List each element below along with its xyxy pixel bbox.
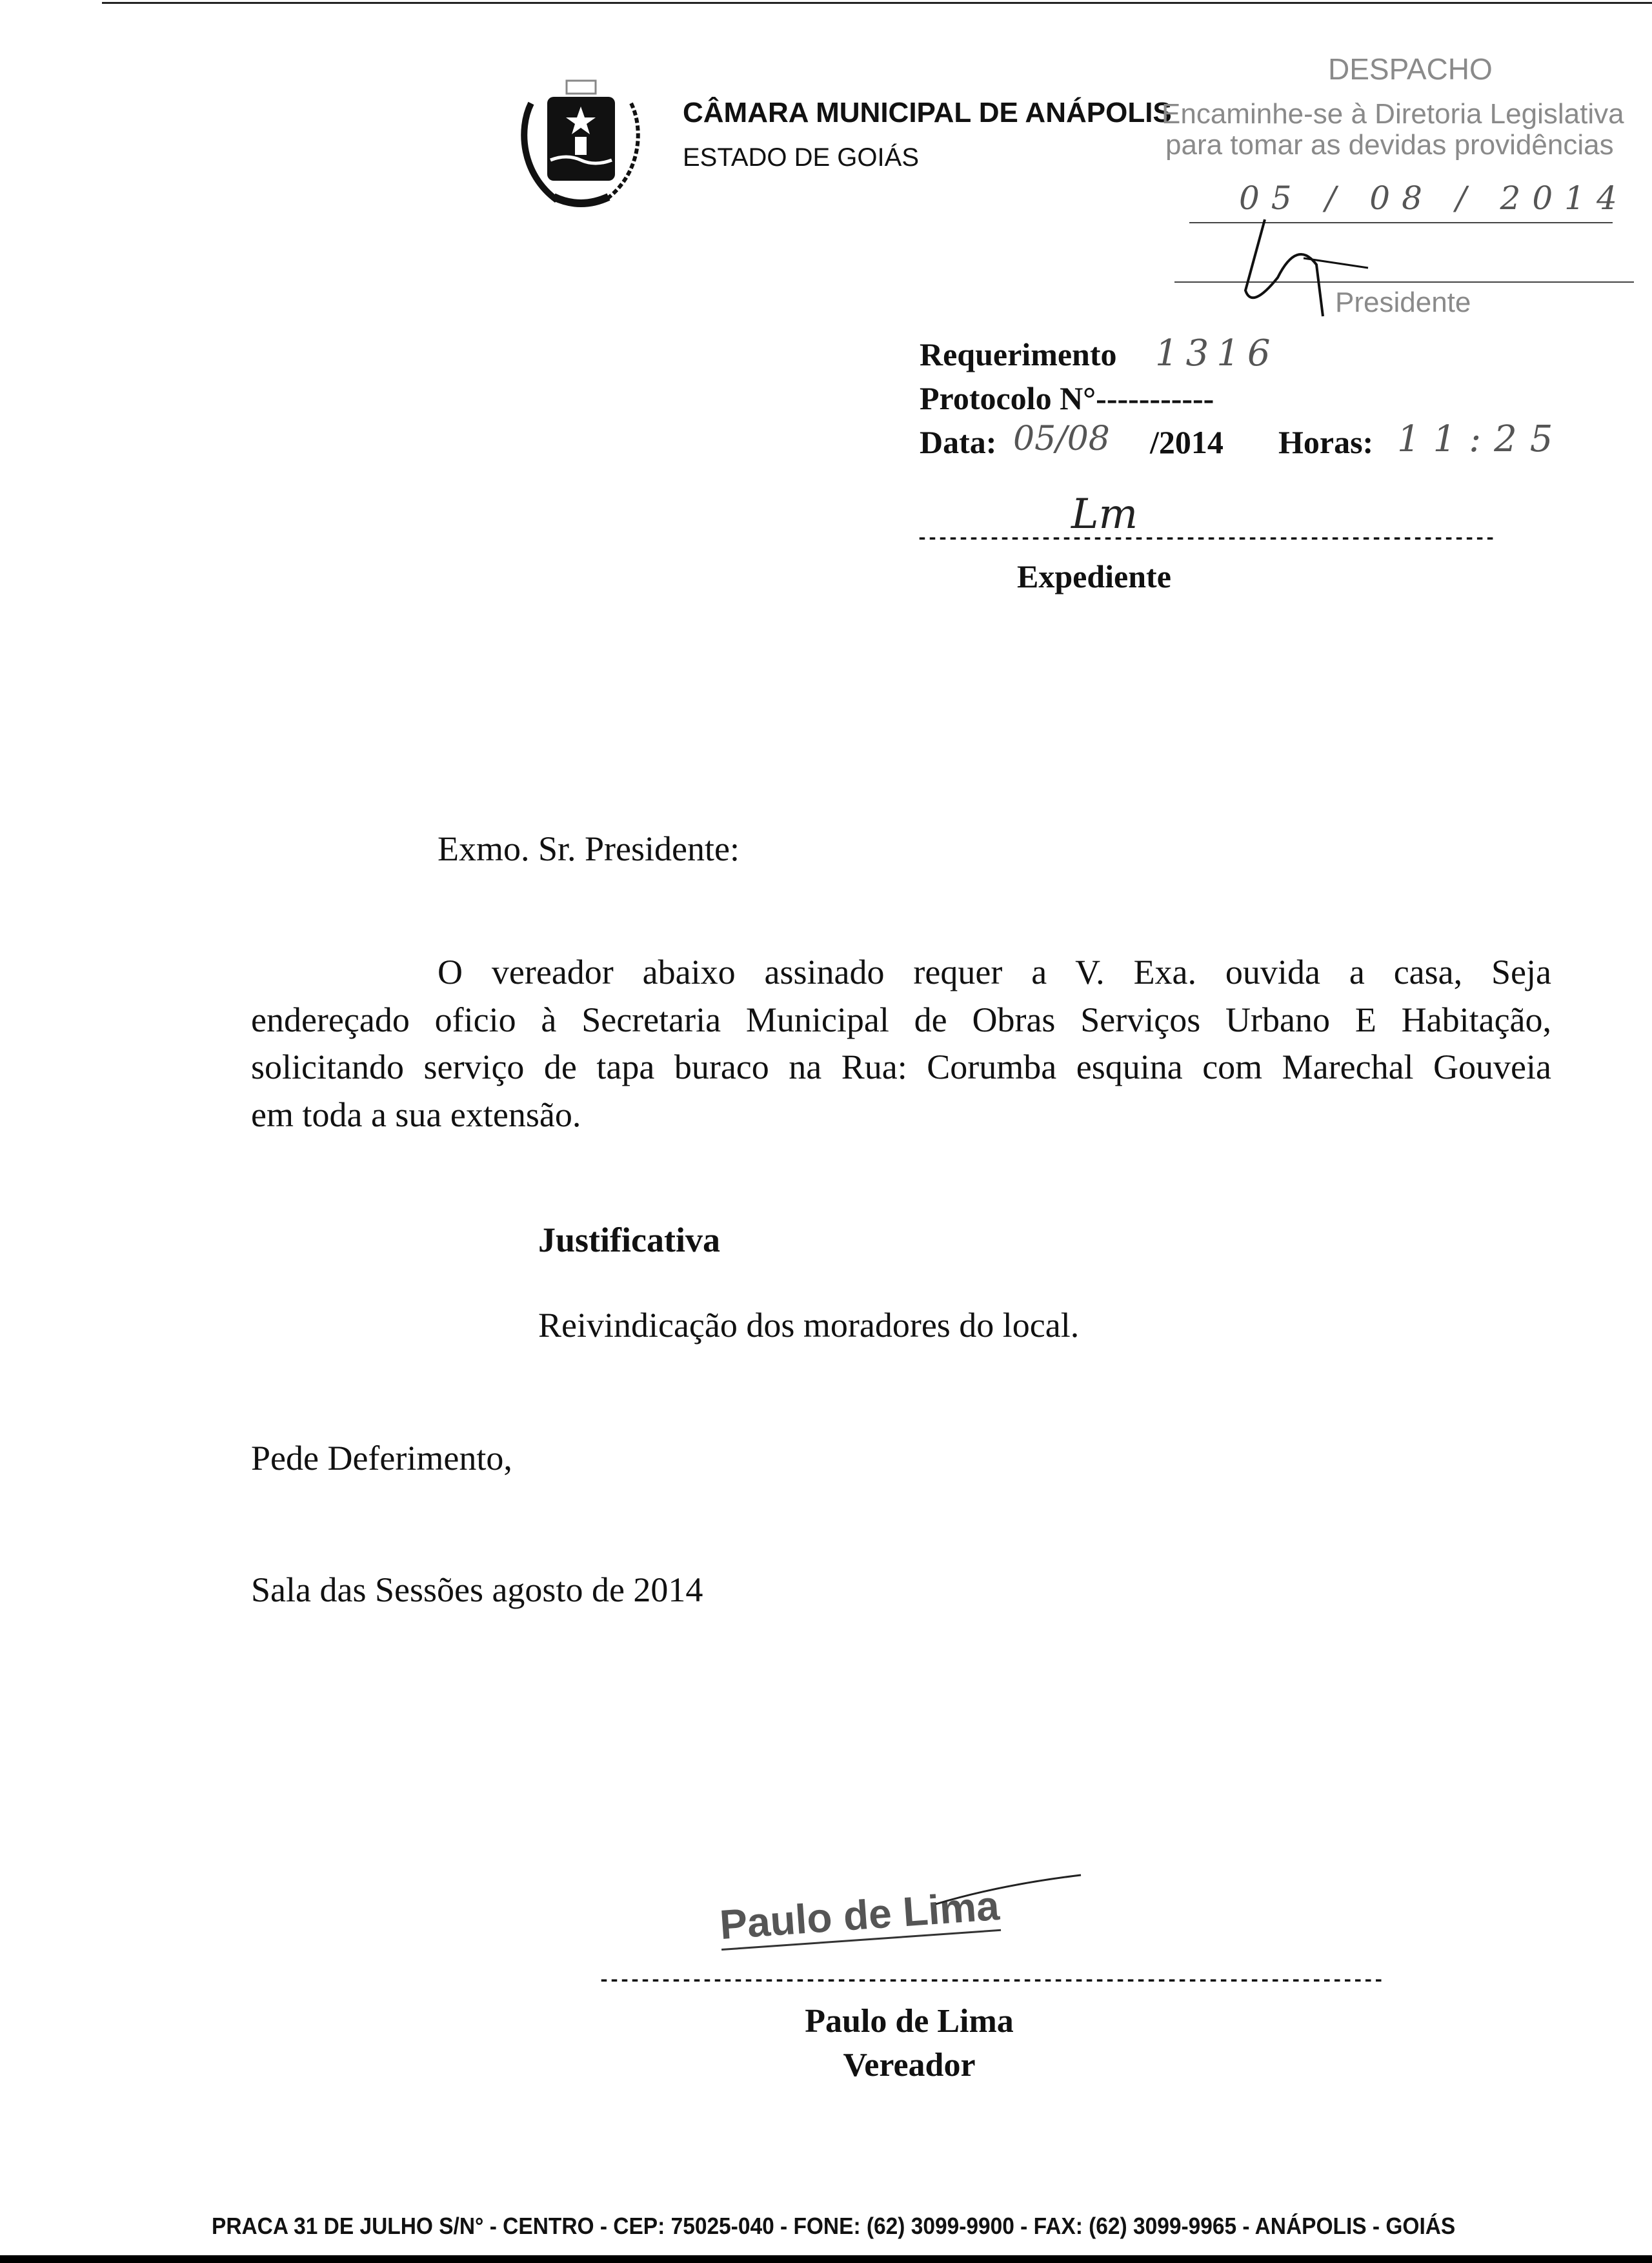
despacho-line-2: para tomar as devidas providências: [1165, 129, 1614, 161]
expediente-initials: Lm: [1071, 491, 1138, 538]
despacho-line-1: Encaminhe-se à Diretoria Legislativa: [1162, 98, 1624, 130]
signature-stamp-text: Paulo de Lima: [718, 1882, 1001, 1949]
despacho-date: 05 / 08 / 2014: [1239, 179, 1629, 217]
paragraph-line: endereçado oficio à Secretaria Municipal de Obras Serviços Urbano E Habitação,: [251, 1000, 1551, 1039]
bottom-scan-bar: [0, 2255, 1652, 2263]
horas-value: 11:25: [1397, 418, 1566, 460]
despacho-title: DESPACHO: [1328, 52, 1493, 86]
data-year: /2014: [1150, 424, 1224, 460]
signer-role: Vereador: [843, 2047, 976, 2084]
signer-name: Paulo de Lima: [805, 2003, 1014, 2040]
horas-label: Horas:: [1278, 424, 1374, 460]
signature-dash-line: ----------------------------------------------------------------------------: [598, 1970, 1384, 1992]
despacho-signer-label: Presidente: [1335, 287, 1471, 318]
data-label: Data:: [920, 424, 997, 460]
expediente-dash-line: --------------------------------------------------------: [916, 528, 1495, 550]
requerimento-number: 1316: [1155, 332, 1278, 374]
request-paragraph: [251, 949, 1551, 1139]
top-border-line: [102, 2, 1652, 4]
justification-heading: Justificativa: [538, 1221, 720, 1259]
justification-text: Reivindicação dos moradores do local.: [538, 1306, 1080, 1345]
requerimento-label: Requerimento: [920, 336, 1117, 372]
paragraph-line: O vereador abaixo assinado requer a V. Exa. ouvida a casa, Seja: [438, 953, 1551, 991]
institution-name: CÂMARA MUNICIPAL DE ANÁPOLIS: [683, 97, 1172, 128]
paragraph-line: em toda a sua extensão.: [251, 1095, 581, 1134]
footer-address: PRACA 31 DE JULHO S/N° - CENTRO - CEP: 75025-040 - FONE: (62) 3099-9900 - FAX: (62) 3099-9965 - ANÁPOLIS - GOIÁS: [212, 2213, 1456, 2239]
closing: Pede Deferimento,: [251, 1439, 512, 1477]
coat-of-arms-logo: [518, 77, 644, 213]
handwritten-signature-stroke: [936, 1872, 1084, 1911]
salutation: Exmo. Sr. Presidente:: [438, 829, 740, 868]
place-date: Sala das Sessões agosto de 2014: [251, 1570, 703, 1609]
protocolo-label: Protocolo N°-----------: [920, 380, 1214, 416]
state-name: ESTADO DE GOIÁS: [683, 143, 919, 172]
paragraph-line: solicitando serviço de tapa buraco na Rua: Corumba esquina com Marechal Gouveia: [251, 1048, 1551, 1086]
expediente-label: Expediente: [1017, 558, 1171, 594]
data-handwritten: 05/08: [1013, 420, 1110, 458]
